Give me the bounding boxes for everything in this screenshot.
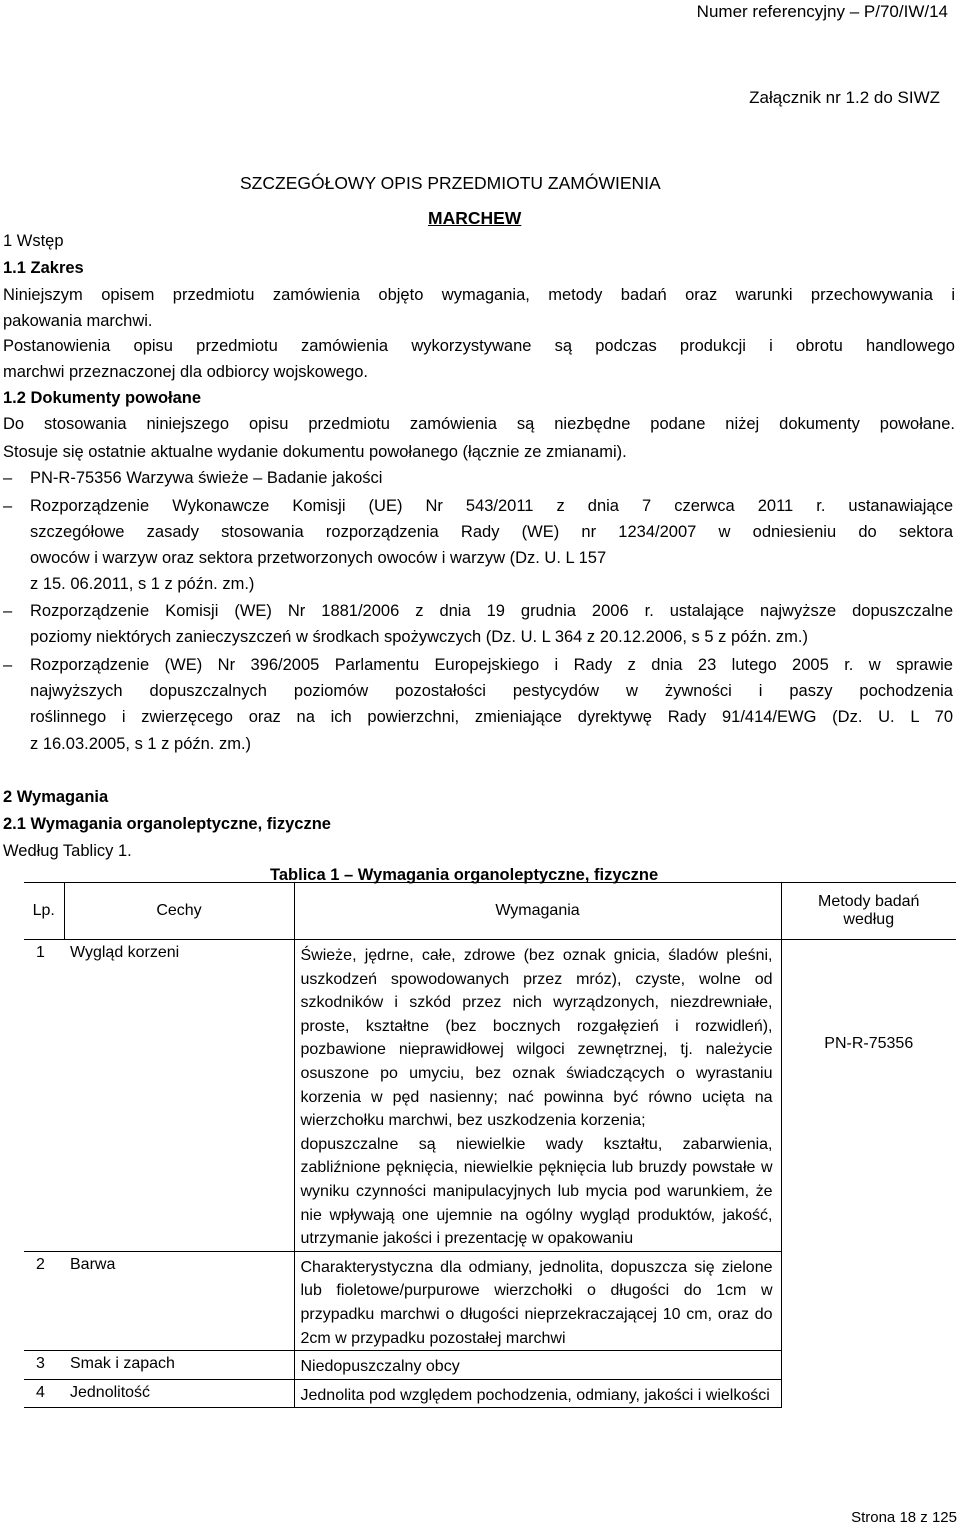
list-bullet: – [3, 469, 13, 487]
column-header-metody-line2: według [843, 911, 895, 928]
paragraph-scope-line2: pakowania marchwi. [3, 312, 153, 330]
list-bullet: – [3, 497, 13, 515]
table-row [24, 940, 956, 1252]
cell-wymaganie: Charakterystyczna dla odmiany, jednolita, dopuszcza się zielone lub fioletowe/purpurowe wierzchołki o długości do 1cm w przypadku marchwi o długości nieprzekraczającej 10 cm, oraz do 2cm w przypadku pozostałej marchwi [294, 1251, 781, 1350]
cell-lp: 3 [24, 1351, 64, 1380]
section-heading-1-2: 1.2 Dokumenty powołane [3, 389, 202, 407]
section-heading-1: 1 Wstęp [3, 232, 64, 250]
paragraph-scope-line1: Niniejszym opisem przedmiotu zamówienia objęto wymagania, metody badań oraz warunki przechowywania i [3, 286, 955, 304]
list-item-continuation: szczegółowe zasady stosowania rozporządzenia Rady (WE) nr 1234/2007 w odniesieniu do sektora [30, 523, 953, 541]
list-item-continuation: z 16.03.2005, s 1 z późn. zm.) [30, 735, 252, 753]
list-item-continuation: roślinnego i zwierzęcego oraz na ich powierzchni, zmieniające dyrektywę Rady 91/414/EWG (Dz. U. L 70 [30, 708, 953, 726]
cell-cecha: Jednolitość [64, 1379, 294, 1408]
cell-lp: 4 [24, 1379, 64, 1408]
cell-method: PN-R-75356 [781, 940, 956, 1408]
paragraph-documents-line1: Do stosowania niniejszego opisu przedmiotu zamówienia są niezbędne podane niżej dokumenty powołane. [3, 415, 955, 433]
table-caption: Tablica 1 – Wymagania organoleptyczne, fizyczne [270, 866, 659, 884]
cell-cecha: Barwa [64, 1251, 294, 1350]
page-number: Strona 18 z 125 [851, 1509, 957, 1526]
cell-lp: 2 [24, 1251, 64, 1350]
list-item: Rozporządzenie Komisji (WE) Nr 1881/2006 z dnia 19 grudnia 2006 r. ustalające najwyższe dopuszczalne [30, 602, 953, 620]
paragraph-documents-line2: Stosuje się ostatnie aktualne wydanie dokumentu powołanego (łącznie ze zmianami). [3, 443, 627, 461]
list-item: Rozporządzenie (WE) Nr 396/2005 Parlamentu Europejskiego i Rady z dnia 23 lutego 2005 r. w sprawie [30, 656, 953, 674]
annex-label: Załącznik nr 1.2 do SIWZ [749, 88, 940, 107]
list-item: PN-R-75356 Warzywa świeże – Badanie jakości [30, 469, 383, 487]
cell-lp: 1 [24, 940, 64, 1252]
paragraph-table-ref: Według Tablicy 1. [3, 842, 132, 860]
cell-wymaganie [294, 940, 781, 1252]
section-heading-2-1: 2.1 Wymagania organoleptyczne, fizyczne [3, 815, 331, 833]
document-title: SZCZEGÓŁOWY OPIS PRZEDMIOTU ZAMÓWIENIA [240, 173, 661, 193]
section-heading-1-1: 1.1 Zakres [3, 259, 84, 277]
cell-wymaganie-part1: Świeże, jędrne, całe, zdrowe (bez oznak gnicia, śladów pleśni, uszkodzeń spowodowanych przez mróz), czyste, wolne od szkodników i szkód przez nich wyrządzonych, niezdrewniałe, proste, kształtne (bez bocznych rozgałęzień i rozwidleń), pozbawione nieprawidłowej wilgoci zewnętrznej, tj. należycie osuszone po umyciu, bez oznak świadczących o wyrastaniu korzenia w pęd nasienny; nać powinna być równo ucięta na wierzchołku marchwi, bez uszkodzenia korzenia; [300, 947, 773, 1130]
list-item: Rozporządzenie Wykonawcze Komisji (UE) Nr 543/2011 z dnia 7 czerwca 2011 r. ustanawiające [30, 497, 953, 515]
paragraph-provisions-line2: marchwi przeznaczonej dla odbiorcy wojskowego. [3, 363, 369, 381]
requirements-table [24, 882, 956, 1408]
column-header-wymagania: Wymagania [294, 883, 781, 940]
table-header-row [24, 883, 956, 940]
column-header-lp: Lp. [24, 883, 64, 940]
reference-number: Numer referencyjny – P/70/IW/14 [696, 2, 948, 21]
list-bullet: – [3, 602, 13, 620]
column-header-cechy: Cechy [64, 883, 294, 940]
cell-wymaganie: Niedopuszczalny obcy [294, 1351, 781, 1380]
section-heading-2: 2 Wymagania [3, 788, 109, 806]
column-header-metody [781, 883, 956, 940]
document-subtitle: MARCHEW [428, 208, 522, 228]
list-item-continuation: z 15. 06.2011, s 1 z późn. zm.) [30, 575, 255, 593]
cell-cecha: Wygląd korzeni [64, 940, 294, 1252]
list-bullet: – [3, 656, 13, 674]
cell-wymaganie-part2: dopuszczalne są niewielkie wady kształtu, zabarwienia, zabliźnione pęknięcia, niewielkie pęknięcia lub bruzdy powstałe w wyniku czynności manipulacyjnych lub mycia pod warunkiem, że nie wpływają one ujemnie na ogólny wygląd produktów, jakość, utrzymanie jakości i prezentację w opakowaniu [300, 1135, 773, 1248]
list-item-continuation: owoców i warzyw oraz sektora przetworzonych owoców i warzyw (Dz. U. L 157 [30, 549, 607, 567]
paragraph-provisions-line1: Postanowienia opisu przedmiotu zamówienia wykorzystywane są podczas produkcji i obrotu handlowego [3, 337, 955, 355]
list-item-continuation: najwyższych dopuszczalnych poziomów pozostałości pestycydów w żywności i paszy pochodzenia [30, 682, 953, 700]
column-header-metody-line1: Metody badań [818, 893, 920, 910]
list-item-continuation: poziomy niektórych zanieczyszczeń w środkach spożywczych (Dz. U. L 364 z 20.12.2006, s 5 z późn. zm.) [30, 628, 808, 646]
cell-wymaganie: Jednolita pod względem pochodzenia, odmiany, jakości i wielkości [294, 1379, 781, 1408]
cell-cecha: Smak i zapach [64, 1351, 294, 1380]
